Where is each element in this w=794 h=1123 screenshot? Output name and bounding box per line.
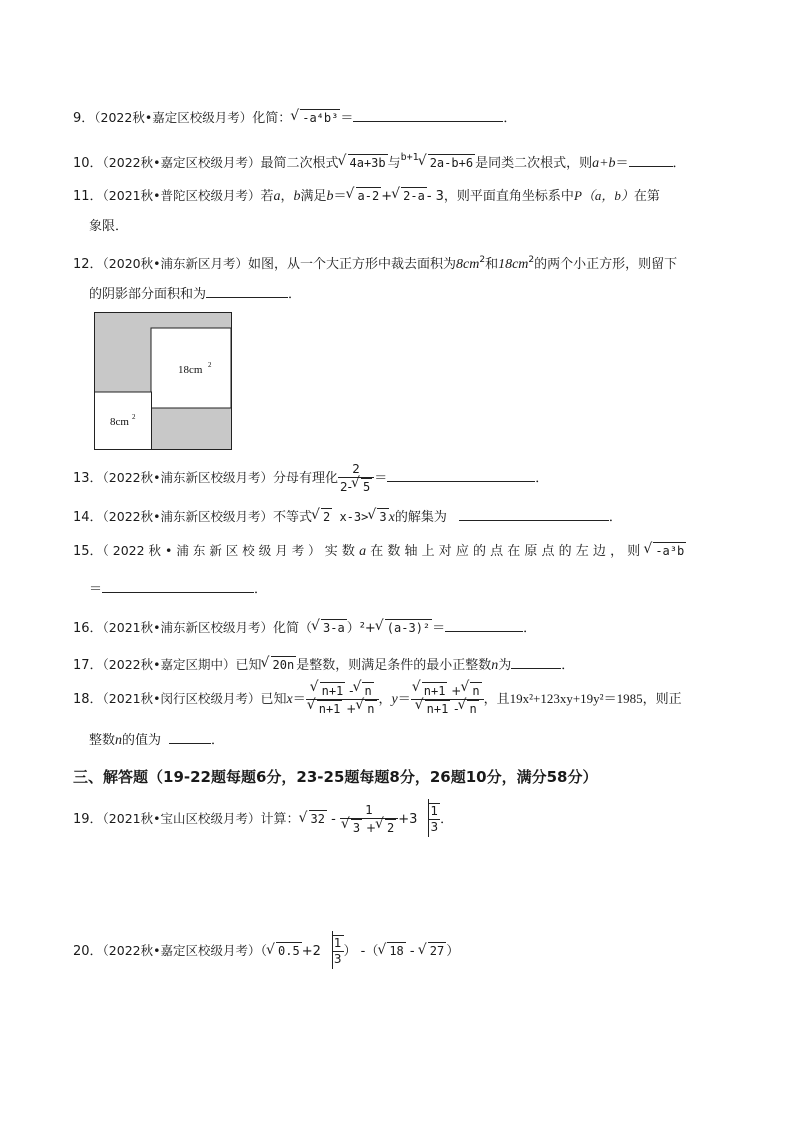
squares-figure [94,312,234,452]
radicand: n+1 [321,684,344,698]
radicand: 3-a [323,621,345,635]
question-text: ） [446,944,460,959]
radicand: -a⁴b³ [302,111,339,125]
question-text: 若 [260,189,274,204]
question-text: 如图，从一个大正方形中裁去面积为 [247,257,456,272]
root-index: b+1 [400,152,419,163]
operator: - [450,702,459,716]
question-19 [73,800,453,839]
period: ． [523,621,537,636]
period: ． [254,582,268,597]
question-source: （2022秋•浦东新区校级月考） [102,470,273,485]
question-text: 的值为 [122,733,162,748]
radicand: 20n [272,658,295,672]
radicand: n [472,684,480,698]
radicand: n [367,702,375,716]
radical-fraction [321,933,344,971]
question-number: 11． [73,189,103,204]
variable: x [388,510,395,525]
numerator: 1 [333,936,342,950]
denominator [411,700,484,717]
question-text: 是同类二次根式，则 [475,156,593,171]
radical [419,154,475,173]
question-20 [73,932,459,971]
radicand: 3 [379,510,387,524]
radicand: 0.5 [278,944,300,958]
numerator: 1 [340,803,398,819]
answer-blank[interactable] [511,654,561,669]
answer-blank[interactable] [353,107,503,122]
question-text: - 3，则平面直角坐标系中 [426,189,574,204]
question-text: 与 [387,156,401,171]
equals: ＝ [615,156,629,171]
label-8: 8cm [110,416,129,428]
fraction-x [306,682,379,717]
question-9 [73,107,516,128]
equals: ＝ [340,111,354,126]
question-18 [73,680,682,719]
operator: + [381,189,393,204]
radicand: n+1 [426,702,449,716]
period: ． [503,111,517,126]
numerator: 2 [338,462,374,478]
variable: n [115,733,123,748]
fraction [340,803,398,836]
equals: ＝ [89,582,103,597]
radical [644,542,686,561]
variable: a [359,544,367,559]
radical [419,933,446,971]
question-18-cont [89,729,224,750]
operator: + [447,684,462,698]
question-14 [73,506,622,527]
answer-blank[interactable] [169,729,211,744]
radicand: 32 [310,812,325,826]
question-text: 的解集为 [394,510,447,525]
point-label: P（a，b） [573,188,634,203]
question-source: （2022秋•浦东新区校级月考） [102,509,273,524]
question-text: 的阴影部分面积和为 [89,287,207,302]
question-15-cont [89,578,267,599]
question-number: 15． [73,544,103,559]
period: ． [288,287,302,302]
question-source: （2022秋•嘉定区期中） [102,657,236,672]
superscript: 2 [528,255,535,265]
question-text: （ [260,944,267,959]
question-text: 为 [498,658,512,673]
superscript: 2 [479,255,486,265]
question-text: 和 [485,257,499,272]
answer-blank[interactable] [206,283,288,298]
radical [262,656,297,675]
den-text: 2- [340,480,352,494]
fraction-y [411,682,484,717]
operator: + [342,702,357,716]
radicand: 2a-b+6 [429,156,474,170]
question-number: 18． [73,692,103,707]
question-13 [73,462,548,495]
radical [308,700,343,717]
equals: ＝ [397,692,411,707]
radicand: 18 [389,944,404,958]
question-text: 实 数 [320,544,360,559]
variable: x [286,692,293,707]
question-12 [73,251,677,274]
radical [378,933,405,971]
radical-fraction [417,801,440,839]
question-text: ） -（ [343,944,379,959]
radicand: 2 [387,821,395,835]
radicand: n+1 [423,684,446,698]
condition: 19x²+123xy+19y²＝1985，则正 [509,691,682,706]
radical [356,700,376,717]
question-text: 化简： [252,111,292,126]
fraction [332,935,344,967]
variable: b [326,189,334,204]
radicand: n [469,702,477,716]
question-number: 20． [73,944,103,959]
question-number: 19． [73,812,103,827]
numerator [306,682,379,700]
period: ． [535,471,549,486]
question-source: （2021秋•宝山区校级月考） [102,811,261,826]
question-text: 象限． [89,219,129,234]
comma: ， [378,692,392,707]
area-value: 18cm [498,257,529,272]
radical [376,819,396,836]
radical [291,109,340,128]
question-number: 14． [73,510,103,525]
question-text: 在第 [633,189,660,204]
radical [416,700,451,717]
radicand: -a³b [655,544,685,558]
question-text: 整数 [89,733,116,748]
radical [342,819,362,836]
question-source: （2022秋•嘉定区校级月考） [94,110,253,125]
radical [339,154,388,173]
question-10 [73,149,686,173]
question-number: 13． [73,471,103,486]
equals: ＝ [374,471,388,486]
radical [312,619,347,638]
radicand: n [364,684,372,698]
radical [311,682,346,699]
question-number: 16． [73,621,103,636]
radicand: 3 [352,821,361,835]
label-8-sup: 2 [132,413,136,421]
question-16 [73,617,536,638]
answer-blank[interactable] [445,617,523,632]
question-text: 的两个小正方形，则留下 [534,257,678,272]
variable: a+b [592,156,616,171]
question-source: （2021秋•闵行区校级月考） [102,691,261,706]
label-18-sup: 2 [208,361,212,369]
radicand: a-2 [357,189,380,203]
variable: n [491,658,499,673]
denominator: 3 [430,820,439,834]
equals: ＝ [292,692,306,707]
equals: ＝ [333,189,347,204]
question-15 [73,542,686,561]
denominator [306,700,379,717]
question-number: 17． [73,658,103,673]
operator: +3 [398,812,418,827]
question-text: 已知 [260,692,287,707]
period: ． [440,812,454,827]
radical [347,187,382,206]
period: ． [561,658,575,673]
operator: - [326,812,340,827]
question-source: （2021秋•浦东新区校级月考） [102,620,273,635]
radical [312,508,332,527]
radical [352,478,372,495]
fraction [338,462,374,495]
question-text: 最简二次根式 [260,156,339,171]
question-text: 已知 [235,658,262,673]
denominator [338,478,374,495]
radical [458,700,478,717]
question-17 [73,654,574,675]
radicand: 2-a [403,189,425,203]
variable: a [273,189,281,204]
operator: - [405,944,419,959]
answer-blank[interactable] [102,578,254,593]
question-text: 且 [496,692,510,707]
area-value: 8cm [456,257,480,272]
numerator: 1 [430,804,439,818]
denominator [340,819,398,836]
radicand: 2 [323,510,331,524]
radicand: 5 [362,480,371,494]
question-number: 9． [73,111,95,126]
period: ． [608,510,622,525]
question-text: 化简（ [272,621,312,636]
label-18: 18cm [178,364,203,376]
question-text: 满足 [300,189,327,204]
radical [368,508,388,527]
question-source: （ 2022 秋 • 浦 东 新 区 校 级 月 考 ） [102,543,321,558]
question-11 [73,187,660,206]
question-source: （2022秋•嘉定区校级月考） [102,943,261,958]
question-text: ）²+ [346,621,376,636]
operator: +2 [301,944,321,959]
operator: + [362,821,377,835]
answer-blank[interactable] [459,506,609,521]
question-source: （2022秋•嘉定区校级月考） [102,155,261,170]
equals: ＝ [432,621,446,636]
radicand: 27 [429,944,445,958]
question-text: 不等式 [272,510,312,525]
answer-blank[interactable] [387,467,535,482]
comma: ， [280,189,294,204]
radical [376,619,432,638]
variable: b [293,189,301,204]
question-source: （2021秋•普陀区校级月考） [102,188,261,203]
question-text: 计算： [260,812,300,827]
variable: y [391,692,398,707]
question-source: （2020秋•浦东新区月考） [102,256,248,271]
radical [267,933,302,971]
question-text: 分母有理化 [272,471,338,486]
operator: - [345,684,354,698]
question-12-cont [89,283,301,304]
radicand: (a-3)² [386,621,431,635]
radical [392,187,427,206]
question-number: 12． [73,257,103,272]
section-heading: 三、解答题（19-22题每题6分，23-25题每题8分，26题10分，满分58分） [73,768,598,786]
denominator: 3 [333,952,342,966]
period: ． [672,156,686,171]
radicand: 4a+3b [349,156,386,170]
radicand: n+1 [318,702,341,716]
question-text: x-3> [332,510,369,524]
radical [300,801,327,839]
comma: ， [483,692,497,707]
period: ． [211,733,225,748]
fraction [428,803,440,835]
question-number: 10． [73,156,103,171]
question-text: 在 数 轴 上 对 应 的 点 在 原 点 的 左 边 ， 则 [366,544,645,559]
question-text: 是整数，则满足条件的最小正整数 [296,658,492,673]
answer-blank[interactable] [629,152,673,167]
question-11-cont [89,218,128,236]
